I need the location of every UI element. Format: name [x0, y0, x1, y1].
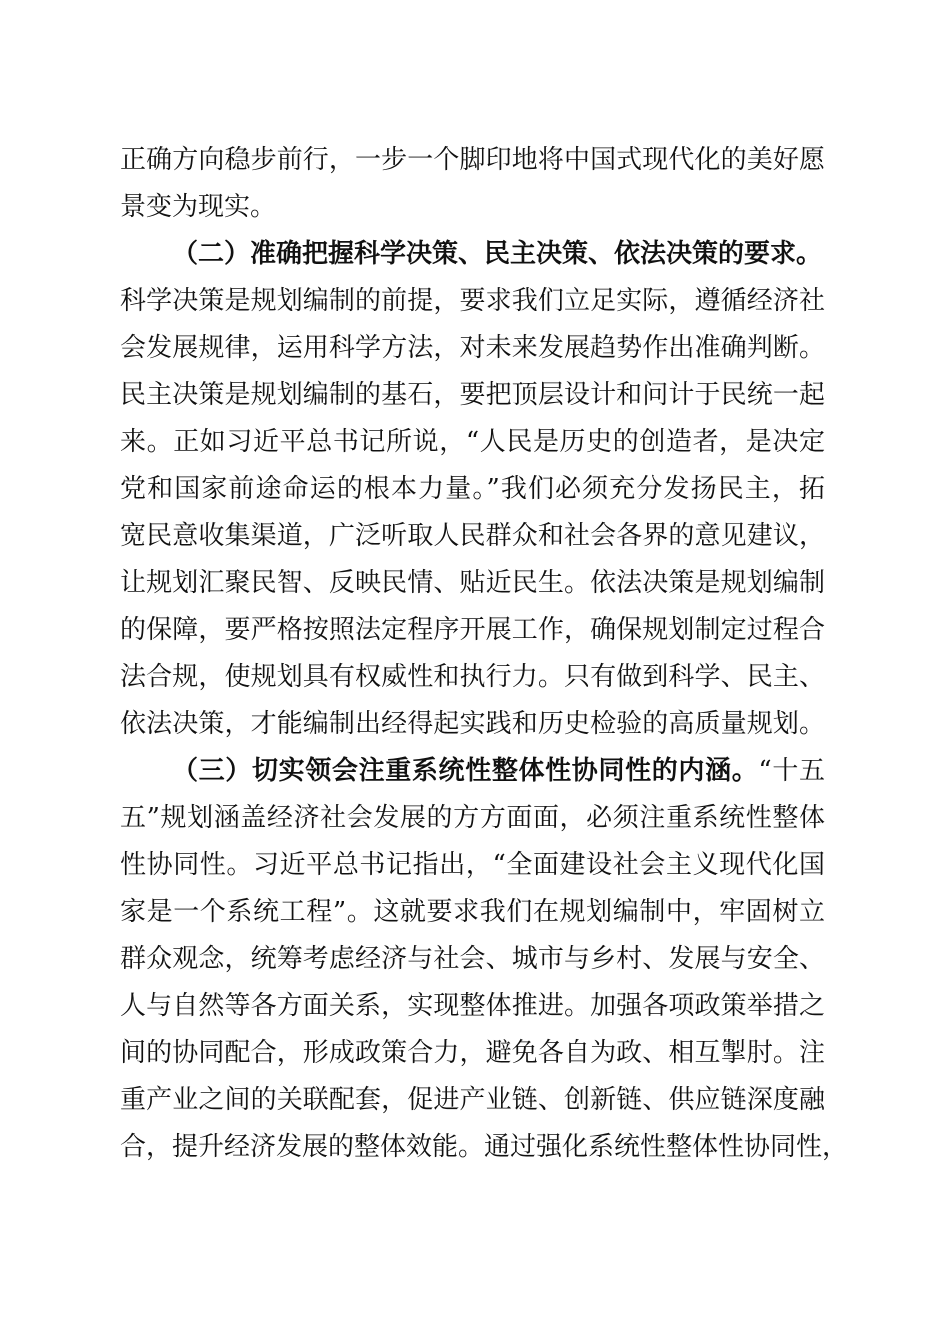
- section-heading-2: [172, 234, 825, 274]
- text-line: 的保障，要严格按照法定程序开展工作，确保规划制定过程合: [120, 615, 825, 645]
- text-line: 科学决策是规划编制的前提，要求我们立足实际，遵循经济社: [120, 286, 825, 316]
- text-line: 依法决策，才能编制出经得起实践和历史检验的高质量规划。: [120, 709, 825, 739]
- text-line: 会发展规律，运用科学方法，对未来发展趋势作出准确判断。: [120, 333, 825, 363]
- text-line: 党和国家前途命运的根本力量。”我们必须充分发扬民主，拓: [120, 474, 825, 504]
- text-line: 群众观念，统筹考虑经济与社会、城市与乡村、发展与安全、: [120, 944, 825, 974]
- heading-text: （三）切实领会注重系统性整体性协同性的内涵。: [172, 756, 759, 786]
- text-line: 法合规，使规划具有权威性和执行力。只有做到科学、民主、: [120, 662, 825, 692]
- text-line: 来。正如习近平总书记所说，“人民是历史的创造者，是决定: [120, 427, 825, 457]
- section-heading-3: [172, 751, 825, 791]
- text-line: 合，提升经济发展的整体效能。通过强化系统性整体性协同性，: [120, 1132, 849, 1162]
- text-line: 家是一个系统工程”。这就要求我们在规划编制中，牢固树立: [120, 897, 825, 927]
- text-line: 民主决策是规划编制的基石，要把顶层设计和问计于民统一起: [120, 380, 825, 410]
- text-line: 人与自然等各方面关系，实现整体推进。加强各项政策举措之: [120, 991, 825, 1021]
- heading-text: （二）准确把握科学决策、民主决策、依法决策的要求。: [172, 239, 823, 269]
- text-line: 重产业之间的关联配套，促进产业链、创新链、供应链深度融: [120, 1085, 825, 1115]
- text-line: 宽民意收集渠道，广泛听取人民群众和社会各界的意见建议，: [120, 521, 825, 551]
- text-line: 五”规划涵盖经济社会发展的方方面面，必须注重系统性整体: [120, 803, 825, 833]
- text-line: 让规划汇聚民智、反映民情、贴近民生。依法决策是规划编制: [120, 568, 825, 598]
- text-line: 景变为现实。: [120, 192, 277, 222]
- text-line: 性协同性。习近平总书记指出，“全面建设社会主义现代化国: [120, 850, 825, 880]
- text-line: 正确方向稳步前行，一步一个脚印地将中国式现代化的美好愿: [120, 145, 825, 175]
- heading-tail-text: “十五: [758, 756, 825, 786]
- text-line: 间的协同配合，形成政策合力，避免各自为政、相互掣肘。注: [120, 1038, 825, 1068]
